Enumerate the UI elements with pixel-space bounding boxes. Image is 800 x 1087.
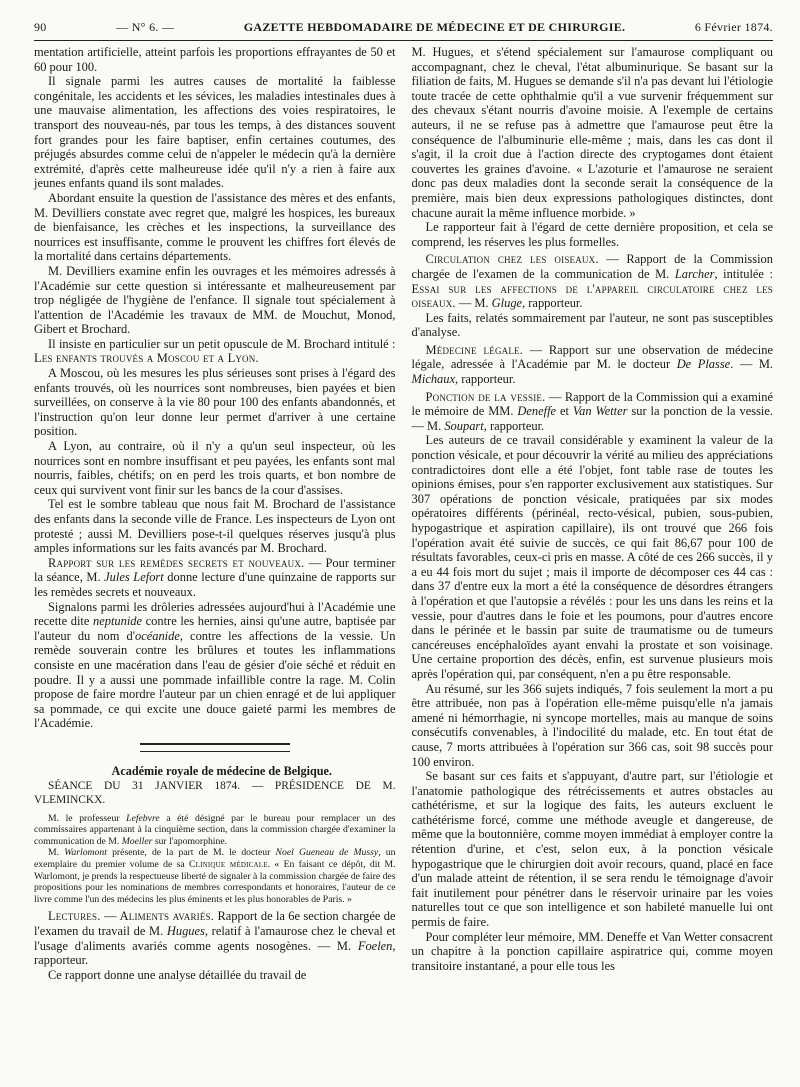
- section-divider: [34, 743, 396, 752]
- person-name: Van Wetter: [572, 404, 628, 419]
- small-paragraph: [34, 847, 396, 905]
- text-run: M. le professeur: [48, 812, 127, 824]
- paragraph: [412, 390, 774, 434]
- text-columns: [34, 45, 773, 982]
- person-name: De Plasse: [676, 357, 731, 372]
- paragraph: Se basant sur ces faits et s'appuyant, d'autre part, sur l'étiologie et l'anatomie pathologique des rétrécissements et autres obstacles au cathétérisme, et sur la logique des faits, les auteurs excluent le cathétérisme forcé, comme une méthode aveugle et dangereuse, de même que la boutonnière, comme moyen immédiat à employer contre la rétention d'urine, et c'est, selon eux, à la ponction vésicale hypogastrique que le chirurgien doit avoir recours, quand, placé en face d'un malade atteint de rétention, il se sera rendu le témoignage d'avoir fait inutilement pour pénétrer dans le réservoir urinaire par les voies naturelles tout ce que son intelligence et son habileté manuelle lui ont permis de faire.: [411, 769, 773, 930]
- person-name: Deneffe: [517, 404, 557, 419]
- paragraph: [34, 909, 396, 967]
- person-name: Warlomont: [64, 847, 107, 859]
- person-name: Larcher: [674, 266, 715, 281]
- text-run: . « En faisant ce dépôt, dit M. Warlomont, je prends la respectueuse liberté de signaler à la commission chargée de faire des propositions pour les nominations de membres correspondants et honoraires, l'auteur de ce livre comme l'un des médecins les plus éminents et les plus honorables de Paris. »: [34, 859, 396, 905]
- paragraph: Le rapporteur fait à l'égard de cette dernière proposition, et cela se comprend, les réserves les plus formelles.: [411, 220, 773, 249]
- italic-term: neptunide: [93, 614, 143, 629]
- text-run: — M.: [455, 296, 492, 311]
- text-run: , relatif à l'amaurose chez le cheval et l'usage d'aliments avariés comme agents nosogènes. — M.: [34, 924, 396, 953]
- small-paragraph: [34, 813, 396, 848]
- text-run: donne lecture d'une quinzaine de rapports sur les remèdes secrets et nouveaux.: [34, 570, 396, 599]
- section-heading: Ponction de la vessie.: [425, 389, 546, 404]
- text-run: , contre les affections de la vessie. Un remède souverain contre les brûlures et toutes les inflammations consiste en une macération dans l'eau de gésier d'oie séché et réduit en poudre. Il y a aussi une pommade infaillible contre la rage. M. Colin propose de faire mordre l'auteur par un chien enragé et de lui appliquer sa pommade, ce qui excite une douce gaieté parmi les membres de l'Académie.: [34, 628, 396, 731]
- person-name: Lefebvre: [126, 812, 160, 824]
- book-title: Clinique médicale: [188, 859, 268, 871]
- section-heading: Lectures. — Aliments avariés.: [48, 909, 215, 924]
- paragraph: Les auteurs de ce travail considérable y examinent la valeur de la ponction vésicale, et pour découvrir la vérité au milieu des appréciations contradictoires dont elle a été l'objet, font table rase de toutes les opinions émises, pour s'en rapporter exclusivement aux statistiques. Sur 307 opérations de ponction vésicale, pratiquées par six modes opératoires différents (périnéal, recto-vésical, pubien, sous-pubien, hypogastrique et aspiration capillaire), ils ont trouvé que 266 fois l'opération avait été suivie de succès, ce qui fait 86,67 pour 100 de résultats favorables, ceux-ci pris en masse. A côté de ces 266 succès, il y a eu 44 fois mort du sujet ; mais il importe de décomposer ces 44 cas : dans 37 d'entre eux la mort a été la conséquence de désordres étrangers à l'opération et que l'autopsie a révélés : pour les uns dans les reins et la vessie, pour d'autres dans le foie et les poumons, pour d'autres encore dans le périnée et le bassin par suite de traumatisme ou de tumeurs cancéreuses encéphaloïdes ayant envahi la prostate et son voisinage. Une certaine proportion des décès, enfin, est survenue plusieurs mois après l'opération qui, par conséquent, n'en a pu être responsable.: [411, 433, 773, 681]
- running-header: [34, 20, 773, 38]
- book-title: Les enfants trouvés a Moscou et a Lyon.: [34, 351, 259, 366]
- text-run: — Pour terminer la séance, M.: [34, 555, 396, 585]
- text-run: sur l'apomorphine.: [152, 835, 228, 847]
- person-name: Soupart: [444, 418, 484, 433]
- paper-title: Essai sur les affections de l'appareil circulatoire chez les oiseaux.: [411, 281, 773, 311]
- paragraph: [412, 252, 774, 310]
- left-column: [34, 45, 396, 982]
- text-run: , intitulée :: [714, 266, 773, 281]
- person-name: Moeller: [121, 835, 153, 847]
- text-run: a été désigné par le bureau pour remplacer un des commissaires appartenant à la cinquième section, dans la commission chargée d'examiner la communication de M.: [34, 812, 396, 847]
- text-run: M.: [48, 847, 65, 859]
- text-run: Il insiste en particulier sur un petit opuscule de M. Brochard intitulé :: [48, 336, 396, 351]
- header-rule: [34, 40, 773, 41]
- paragraph: Tel est le sombre tableau que nous fait M. Brochard de l'assistance des enfants dans la seconde ville de France. Les inspecteurs de Lyon ont protesté ; aussi M. Devilliers pose-t-il quelques réserves jusqu'à plus amples informations sur les faits avancés par M. Brochard.: [34, 497, 396, 556]
- text-run: , rapporteur.: [455, 372, 516, 387]
- person-name: Foelen: [357, 938, 393, 953]
- text-run: — Rapport sur une observation de médecine légale, adressée à l'Académie par M. le docteur: [411, 342, 773, 372]
- text-run: Rapport de la 6e section chargée de l'examen du travail de M.: [34, 909, 396, 939]
- text-run: présente, de la part de M. le docteur: [106, 847, 276, 859]
- text-run: contre les hernies, ainsi qu'une autre, baptisée par l'auteur du nom d': [34, 614, 396, 643]
- paragraph: Abordant ensuite la question de l'assistance des mères et des enfants, M. Devilliers constate avec regret que, malgré les hospices, les bureaux de bienfaisance, les crèches et les inspections, la surveillance des nourrices est insuffisante, comme le prouvent les chiffres fort élevés de la mortalité dans certains départements.: [34, 190, 396, 264]
- section-title: Académie royale de médecine de Belgique.: [111, 763, 332, 778]
- italic-term: océanide: [134, 628, 180, 643]
- text-run: , un exemplaire du premier volume de sa: [34, 847, 396, 871]
- section-heading: Médecine légale.: [425, 342, 524, 357]
- text-run: . — M.: [730, 357, 773, 372]
- paragraph: Ce rapport donne une analyse détaillée du travail de: [48, 967, 307, 982]
- paragraph: Au résumé, sur les 366 sujets indiqués, 7 fois seulement la mort a pu être attribuée, non pas à l'opération elle-même puisqu'elle n'a jamais amené ni hémorrhagie, ni syncope mortelles, mais au manque de soins consécutifs convenables, à l'indocilité du malade, etc. En tout état de cause, 7 morts attribuées à l'opération sur 366 cas, soit 98 succès pour 100 environ.: [411, 681, 773, 769]
- text-run: et: [556, 404, 573, 419]
- text-run: , rapporteur.: [522, 296, 583, 311]
- text-run: , rapporteur.: [483, 418, 545, 433]
- text-run: Signalons parmi les drôleries adressées aujourd'hui à l'Académie une recette dite: [34, 599, 396, 629]
- paragraph: M. Hugues, et s'étend spécialement sur l'amaurose compliquant ou accompagnant, chez le cheval, l'état albuminurique. Se basant sur la filiation de faits, M. Hugues se demande s'il n'a pas devant lui l'étiologie toute tracée de cette ophthalmie qu'il a vue survenir fréquemment sur des chevaux s'étant nourris d'avoine moisie. A l'exemple de certains auteurs, il ne se refuse pas à admettre que l'amaurose peut être la conséquence de l'albuminurie elle-même ; mais, dans les cas dont il s'agit, il la croit due à l'action directe des cryptogames dont étaient couvertes les graines d'avoine. « L'azoturie et l'amaurose ne seraient donc pas deux maladies dont la seconde serait la conséquence de la première, mais bien deux expressions pathologiques distinctes, dont chacune aurait la même influence morbide. »: [411, 45, 773, 220]
- section-heading: Circulation chez les oiseaux.: [425, 252, 599, 267]
- paragraph: Pour compléter leur mémoire, MM. Deneffe et Van Wetter consacrent un chapitre à la ponction capillaire aspiratrice qui, comme moyen transitoire instantané, a pour elle tous les: [411, 929, 773, 973]
- issue-date: 6 Février 1874.: [694, 20, 773, 34]
- paragraph: A Moscou, où les mesures les plus sérieuses sont prises à l'égard des enfants trouvés, où les nourrices sont nombreuses, bien payées et bien surveillées, on conserve à la vie 80 pour 100 des enfants abandonnés, et l'instruction qu'on leur donne leur permet d'arriver à une certaine position.: [34, 366, 396, 439]
- paragraph: Les faits, relatés sommairement par l'auteur, ne sont pas susceptibles d'analyse.: [411, 310, 773, 340]
- paragraph: [34, 337, 396, 366]
- person-name: Michaux: [411, 372, 456, 387]
- paragraph: [34, 556, 396, 600]
- person-name: Noel Gueneau de Mussy: [275, 847, 379, 859]
- right-column: [412, 45, 774, 982]
- issue-number: — N° 6. —: [116, 20, 175, 34]
- paragraph: A Lyon, au contraire, où il n'y a qu'un seul inspecteur, où les nourrices sont en nombre insuffisant et peu payées, les enfants sont mal nourris, faibles, chétifs; on en perd les trois quarts, et bon nombre de ceux qui survivent vont finir sur les bancs de la cour d'assises.: [34, 439, 396, 497]
- text-run: — Rapport de la Commission qui a examiné le mémoire de MM.: [411, 389, 774, 419]
- text-run: , rapporteur.: [34, 938, 396, 968]
- person-name: Gluge: [491, 296, 523, 311]
- paragraph: [34, 600, 396, 731]
- paragraph: [412, 343, 774, 387]
- page-number: 90: [34, 20, 47, 34]
- paragraph: Il signale parmi les autres causes de mortalité la faiblesse congénitale, les accidents et les sévices, les maladies intestinales dues à une mauvaise alimentation, les affections des voies respiratoires, le transport des nouveau-nés, par tous les temps, à des distances souvent fort grandes pour les faire baptiser, enfin certaines coutumes, des préjugés absurdes comme celui de n'appeler le médecin qu'à la dernière extrémité, d'après cette malheureuse idée qu'il n'y a rien à faire aux jeunes enfants quand ils sont malades.: [34, 74, 396, 191]
- session-line: SÉANCE DU 31 JANVIER 1874. — PRÉSIDENCE DE M. VLEMINCKX.: [34, 779, 396, 807]
- person-name: Hugues: [166, 924, 205, 939]
- text-run: — Rapport de la Commission chargée de l'examen de la communication de M.: [411, 252, 773, 281]
- paragraph: M. Devilliers examine enfin les ouvrages et les mémoires adressés à l'Académie sur cette question si intéressante et malheureusement par trop négligée de l'hygiène de l'enfance. Il signale tout spécialement à l'attention de l'Académie les travaux de MM. de Mouchut, Monod, Gibert et Brochard.: [34, 263, 396, 337]
- paragraph: mentation artificielle, atteint parfois les proportions effrayantes de 50 et 60 pour 100.: [34, 45, 396, 74]
- person-name: Jules Lefort: [104, 570, 164, 585]
- section-heading: Rapport sur les remèdes secrets et nouveaux.: [48, 555, 305, 570]
- text-run: sur la ponction de la vessie. — M.: [411, 404, 773, 433]
- journal-title: GAZETTE HEBDOMADAIRE DE MÉDECINE ET DE CHIRURGIE.: [243, 20, 626, 34]
